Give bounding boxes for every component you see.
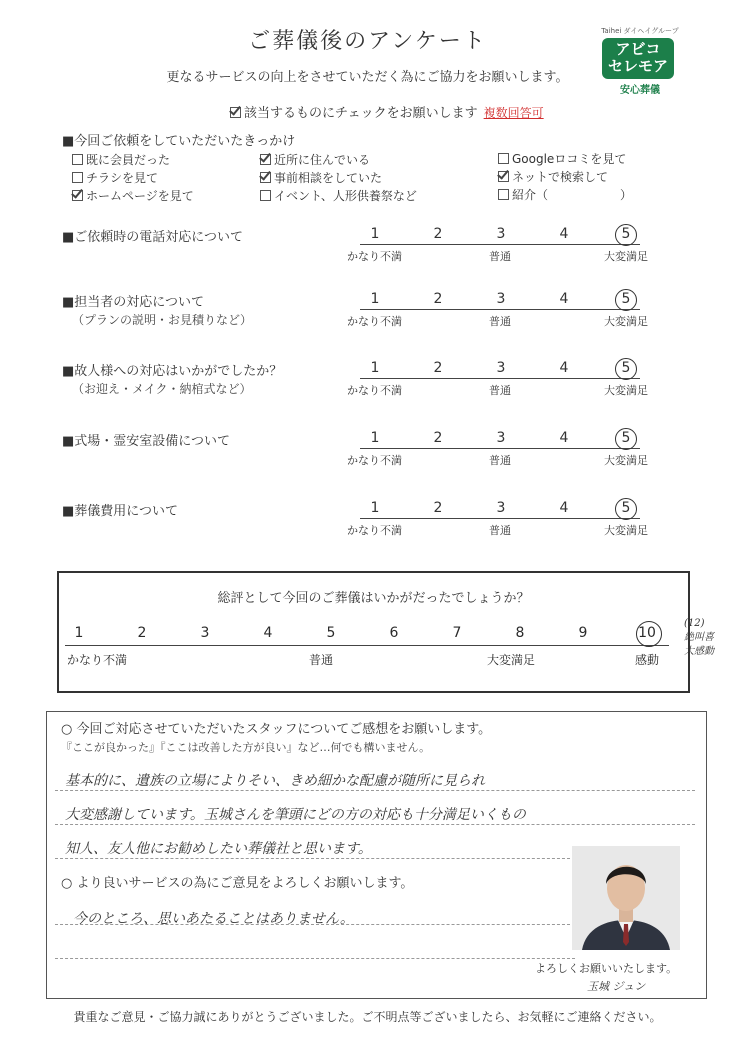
scale-label-low: かなり不満	[347, 315, 402, 328]
scale-label-low: かなり不満	[347, 250, 402, 263]
scale-number[interactable]: 3	[496, 430, 506, 446]
scale-number[interactable]: 5	[621, 500, 631, 516]
checked-checkbox-icon[interactable]	[498, 171, 509, 182]
scale-line	[360, 518, 640, 519]
overall-scale-number[interactable]: 9	[578, 625, 588, 641]
rating-heading: ■担当者の対応について	[62, 295, 205, 310]
selected-circle-icon	[615, 498, 637, 520]
scale-number[interactable]: 4	[559, 430, 569, 446]
rating-heading: ■故人様への対応はいかがでしたか？	[62, 364, 283, 379]
q1-option[interactable]	[260, 169, 382, 186]
q1-option-label: Googleロコミを見て	[512, 152, 627, 166]
overall-question: 総評として今回のご葬儀はいかがだったでしょうか？	[217, 591, 530, 606]
margin-note-line: 絶叫喜	[684, 632, 714, 643]
selected-circle-icon	[615, 224, 637, 246]
scale-number[interactable]: 3	[496, 226, 506, 242]
q1-option-label: ネットで検索して	[512, 170, 609, 184]
logo-line1: アビコ	[615, 40, 661, 58]
scale-line	[360, 448, 640, 449]
scale-number[interactable]: 1	[370, 226, 380, 242]
staff-answer-line: 基本的に、遺族の立場によりそい、きめ細かな配慮が随所に見られ	[65, 773, 485, 789]
logo-group-name: Taihei ダイヘイグループ	[601, 27, 679, 35]
scale-number[interactable]: 5	[621, 360, 631, 376]
margin-note	[684, 617, 714, 659]
q1-option-label: 紹介（ ）	[512, 188, 633, 202]
q1-option-label: 事前相談をしていた	[274, 171, 383, 185]
overall-scale-number[interactable]: 6	[389, 625, 399, 641]
scale-number[interactable]: 1	[370, 500, 380, 516]
checkbox-icon[interactable]	[498, 189, 509, 200]
scale-line	[360, 378, 640, 379]
scale-label-mid: 普通	[489, 524, 511, 537]
scale-number[interactable]: 1	[370, 360, 380, 376]
overall-scale-number[interactable]: 7	[452, 625, 462, 641]
checkbox-icon	[230, 107, 241, 118]
checkbox-icon[interactable]	[260, 190, 271, 201]
scale-label-high: 大変満足	[604, 384, 648, 397]
scale-label-mid: 普通	[489, 384, 511, 397]
overall-scale-number[interactable]: 8	[515, 625, 525, 641]
scale-number[interactable]: 4	[559, 360, 569, 376]
staff-answer-line: 知人、友人他にお勧めしたい葬儀社と思います。	[65, 841, 372, 857]
q1-option[interactable]	[72, 169, 158, 186]
selected-circle-icon	[615, 428, 637, 450]
overall-label-top: 感動	[635, 653, 660, 667]
scale-number[interactable]: 5	[621, 430, 631, 446]
overall-scale-number[interactable]: 4	[263, 625, 273, 641]
q1-option[interactable]	[72, 187, 194, 204]
ruled-line	[55, 858, 575, 859]
page-title: ご葬儀後のアンケート	[248, 29, 487, 54]
selected-circle-icon	[615, 289, 637, 311]
q1-option-label: ホームページを見て	[86, 189, 194, 203]
overall-scale-number[interactable]: 3	[200, 625, 210, 641]
company-logo	[590, 26, 690, 96]
scale-label-mid: 普通	[489, 315, 511, 328]
checkbox-icon[interactable]	[498, 153, 509, 164]
staff-question: ○ 今回ご対応させていただいたスタッフについてご感想をお願いします。	[61, 722, 492, 737]
scale-line	[360, 309, 640, 310]
checked-checkbox-icon[interactable]	[260, 154, 271, 165]
scale-label-low: かなり不満	[347, 524, 402, 537]
scale-number[interactable]: 3	[496, 291, 506, 307]
scale-number[interactable]: 1	[370, 291, 380, 307]
margin-note-line: (12)	[684, 618, 705, 629]
scale-number[interactable]: 3	[496, 360, 506, 376]
ruled-line	[55, 790, 695, 791]
service-question: ○ より良いサービスの為にご意見をよろしくお願いします。	[61, 876, 414, 891]
ruled-line	[55, 958, 575, 959]
q1-option-label: 近所に住んでいる	[274, 153, 371, 167]
ruled-line	[55, 824, 695, 825]
scale-label-high: 大変満足	[604, 524, 648, 537]
margin-note-line: 大感動	[684, 646, 714, 657]
scale-line	[360, 244, 640, 245]
checkbox-icon[interactable]	[72, 154, 83, 165]
q1-heading: ■今回ご依頼をしていただいたきっかけ	[62, 134, 296, 149]
q1-option[interactable]	[498, 150, 626, 167]
overall-scale-line	[65, 645, 669, 646]
overall-rating-box	[57, 571, 690, 693]
scale-label-low: かなり不満	[347, 384, 402, 397]
q1-option-label: イベント、人形供養祭など	[274, 189, 417, 203]
service-answer: 今のところ、思いあたることはありません。	[73, 911, 354, 927]
logo-line2: セレモア	[607, 57, 668, 75]
scale-number[interactable]: 2	[433, 226, 443, 242]
q1-option[interactable]	[498, 186, 632, 203]
scale-number[interactable]: 4	[559, 500, 569, 516]
scale-label-high: 大変満足	[604, 454, 648, 467]
scale-number[interactable]: 2	[433, 430, 443, 446]
checked-checkbox-icon[interactable]	[72, 190, 83, 201]
scale-label-high: 大変満足	[604, 315, 648, 328]
scale-number[interactable]: 2	[433, 291, 443, 307]
overall-label-low: かなり不満	[67, 653, 128, 667]
staff-answer-line: 大変感謝しています。玉城さんを筆頭にどの方の対応も十分満足いくもの	[65, 807, 526, 823]
rating-heading: ■葬儀費用について	[62, 504, 179, 519]
scale-label-low: かなり不満	[347, 454, 402, 467]
overall-scale-number[interactable]: 2	[137, 625, 147, 641]
q1-option[interactable]	[260, 151, 370, 168]
overall-label-high: 大変満足	[487, 653, 536, 667]
staff-name: 玉城 ジュン	[587, 980, 646, 993]
page-subtitle: 更なるサービスの向上をさせていただく為にご協力をお願いします。	[166, 70, 569, 85]
rating-subheading: （プランの説明・お見積りなど）	[72, 313, 253, 327]
rating-subheading: （お迎え・メイク・納棺式など）	[72, 382, 252, 396]
q1-option[interactable]	[72, 151, 170, 168]
q1-option[interactable]	[498, 168, 608, 185]
scale-label-mid: 普通	[489, 454, 511, 467]
selected-circle-icon	[636, 621, 662, 647]
q1-option[interactable]	[260, 187, 417, 204]
overall-label-mid: 普通	[309, 653, 334, 667]
logo-mark	[602, 38, 674, 79]
footer-thanks: 貴重なご意見・ご協力誠にありがとうございました。ご不明点等ございましたら、お気軽にご連絡ください。	[73, 1010, 662, 1024]
overall-scale-number[interactable]: 5	[326, 625, 336, 641]
staff-portrait-icon	[572, 846, 680, 950]
rating-heading: ■式場・霊安室設備について	[62, 434, 231, 449]
scale-number[interactable]: 4	[559, 226, 569, 242]
scale-number[interactable]: 4	[559, 291, 569, 307]
staff-photo	[572, 846, 680, 950]
scale-label-high: 大変満足	[604, 250, 648, 263]
checked-checkbox-icon[interactable]	[260, 172, 271, 183]
q1-option-label: 既に会員だった	[86, 153, 171, 167]
scale-number[interactable]: 2	[433, 500, 443, 516]
checkbox-icon[interactable]	[72, 172, 83, 183]
overall-scale-number[interactable]: 10	[638, 625, 656, 641]
staff-caption: よろしくお願いいたします。	[535, 962, 678, 975]
logo-tagline: 安心葬儀	[620, 85, 660, 96]
staff-question-sub: 『ここが良かった』『ここは改善した方が良い』など…何でも構いません。	[61, 741, 431, 754]
q1-option-label: チラシを見て	[86, 171, 159, 185]
overall-scale-number[interactable]: 1	[74, 625, 84, 641]
scale-number[interactable]: 5	[621, 226, 631, 242]
scale-number[interactable]: 1	[370, 430, 380, 446]
scale-number[interactable]: 5	[621, 291, 631, 307]
check-instruction-text: 該当するものにチェックをお願いします	[244, 106, 478, 121]
check-instruction	[230, 102, 544, 121]
scale-number[interactable]: 2	[433, 360, 443, 376]
scale-number[interactable]: 3	[496, 500, 506, 516]
scale-label-mid: 普通	[489, 250, 511, 263]
selected-circle-icon	[615, 358, 637, 380]
multiple-answer-note: 複数回答可	[483, 106, 544, 120]
rating-heading: ■ご依頼時の電話対応について	[62, 230, 244, 245]
